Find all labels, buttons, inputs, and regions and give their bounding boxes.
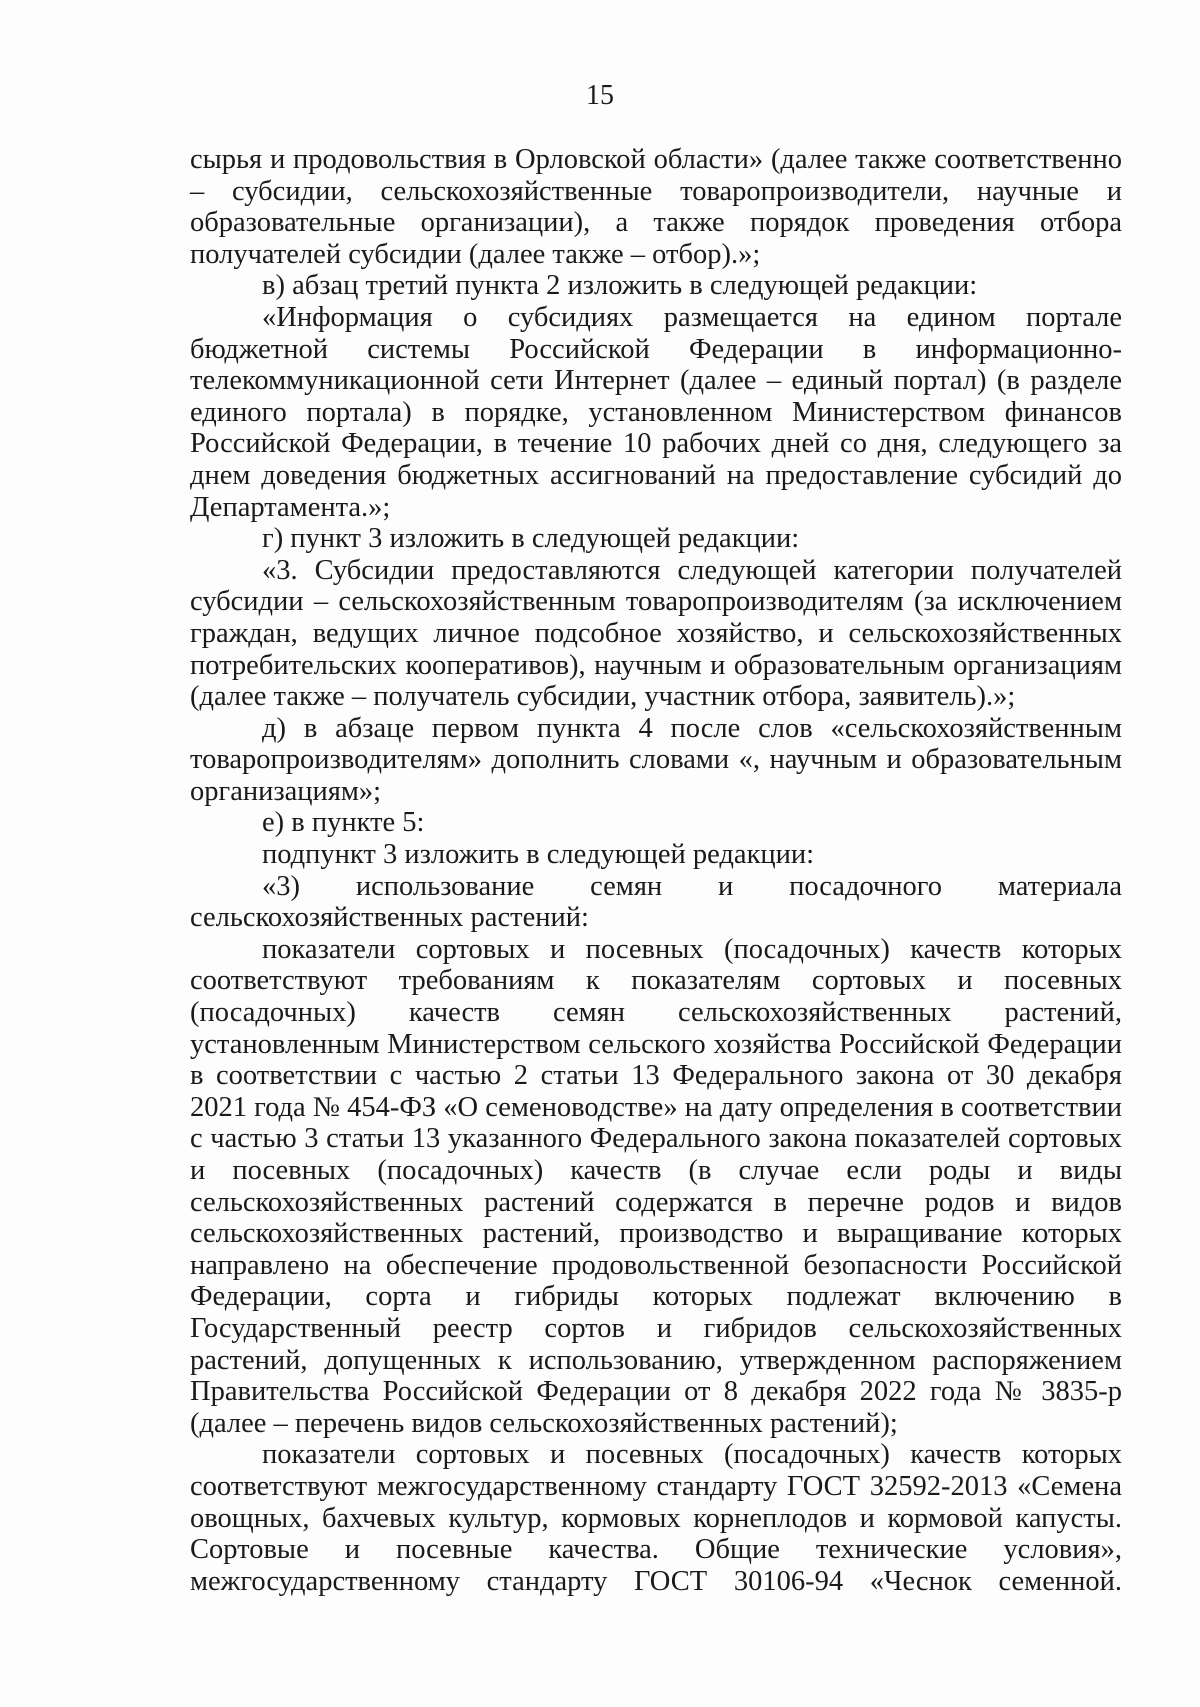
document-body xyxy=(190,144,1122,1597)
paragraph: сырья и продовольствия в Орловской области» (далее также соответственно – субсидии, сельскохозяйственные товаропроизводители, научные и образовательные организации), а также порядок проведения отбора получателей субсидии (далее также – отбор).»; xyxy=(190,144,1122,270)
paragraph: г) пункт 3 изложить в следующей редакции: xyxy=(262,523,800,555)
paragraph: е) в пункте 5: xyxy=(262,807,425,839)
page-number: 15 xyxy=(586,80,614,111)
paragraph: показатели сортовых и посевных (посадочных) качеств которых соответствуют межгосударственному стандарту ГОСТ 32592-2013 «Семена овощных, бахчевых культур, кормовых корнеплодов и кормовой капусты. Сортовые и посевные качества. Общие технические условия», межгосударственному стандарту ГОСТ 30106-94 «Чеснок семенной. xyxy=(190,1439,1122,1597)
paragraph: д) в абзаце первом пункта 4 после слов «сельскохозяйственным товаропроизводителям» дополнить словами «, научным и образовательным организациям»; xyxy=(190,712,1122,807)
paragraph: показатели сортовых и посевных (посадочных) качеств которых соответствуют требованиям к показателям сортовых и посевных (посадочных) качеств семян сельскохозяйственных растений, установленным Министерством сельского хозяйства Российской Федерации в соответствии с частью 2 статьи 13 Федерального закона от 30 декабря 2021 года № 454-ФЗ «О семеноводстве» на дату определения в соответствии с частью 3 статьи 13 указанного Федерального закона показателей сортовых и посевных (посадочных) качеств (в случае если роды и виды сельскохозяйственных растений содержатся в перечне родов и видов сельскохозяйственных растений, производство и выращивание которых направлено на обеспечение продовольственной безопасности Российской Федерации, сорта и гибриды которых подлежат включению в Государственный реестр сортов и гибридов сельскохозяйственных растений, допущенных к использованию, утвержденном распоряжением Правительства Российской Федерации от 8 декабря 2022 года № 3835-р (далее – перечень видов сельскохозяйственных растений); xyxy=(190,933,1122,1439)
paragraph: подпункт 3 изложить в следующей редакции: xyxy=(262,839,815,871)
paragraph: «Информация о субсидиях размещается на едином портале бюджетной системы Российской Федерации в информационно-телекоммуникационной сети Интернет (далее – единый портал) (в разделе единого портала) в порядке, установленном Министерством финансов Российской Федерации, в течение 10 рабочих дней со дня, следующего за днем доведения бюджетных ассигнований на предоставление субсидий до Департамента.»; xyxy=(190,301,1122,523)
paragraph: в) абзац третий пункта 2 изложить в следующей редакции: xyxy=(262,270,978,302)
paragraph: «3. Субсидии предоставляются следующей категории получателей субсидии – сельскохозяйственным товаропроизводителям (за исключением граждан, ведущих личное подсобное хозяйство, и сельскохозяйственных потребительских кооперативов), научным и образовательным организациям (далее также – получатель субсидии, участник отбора, заявитель).»; xyxy=(190,554,1122,713)
paragraph: «3) использование семян и посадочного материала сельскохозяйственных растений: xyxy=(190,870,1122,934)
